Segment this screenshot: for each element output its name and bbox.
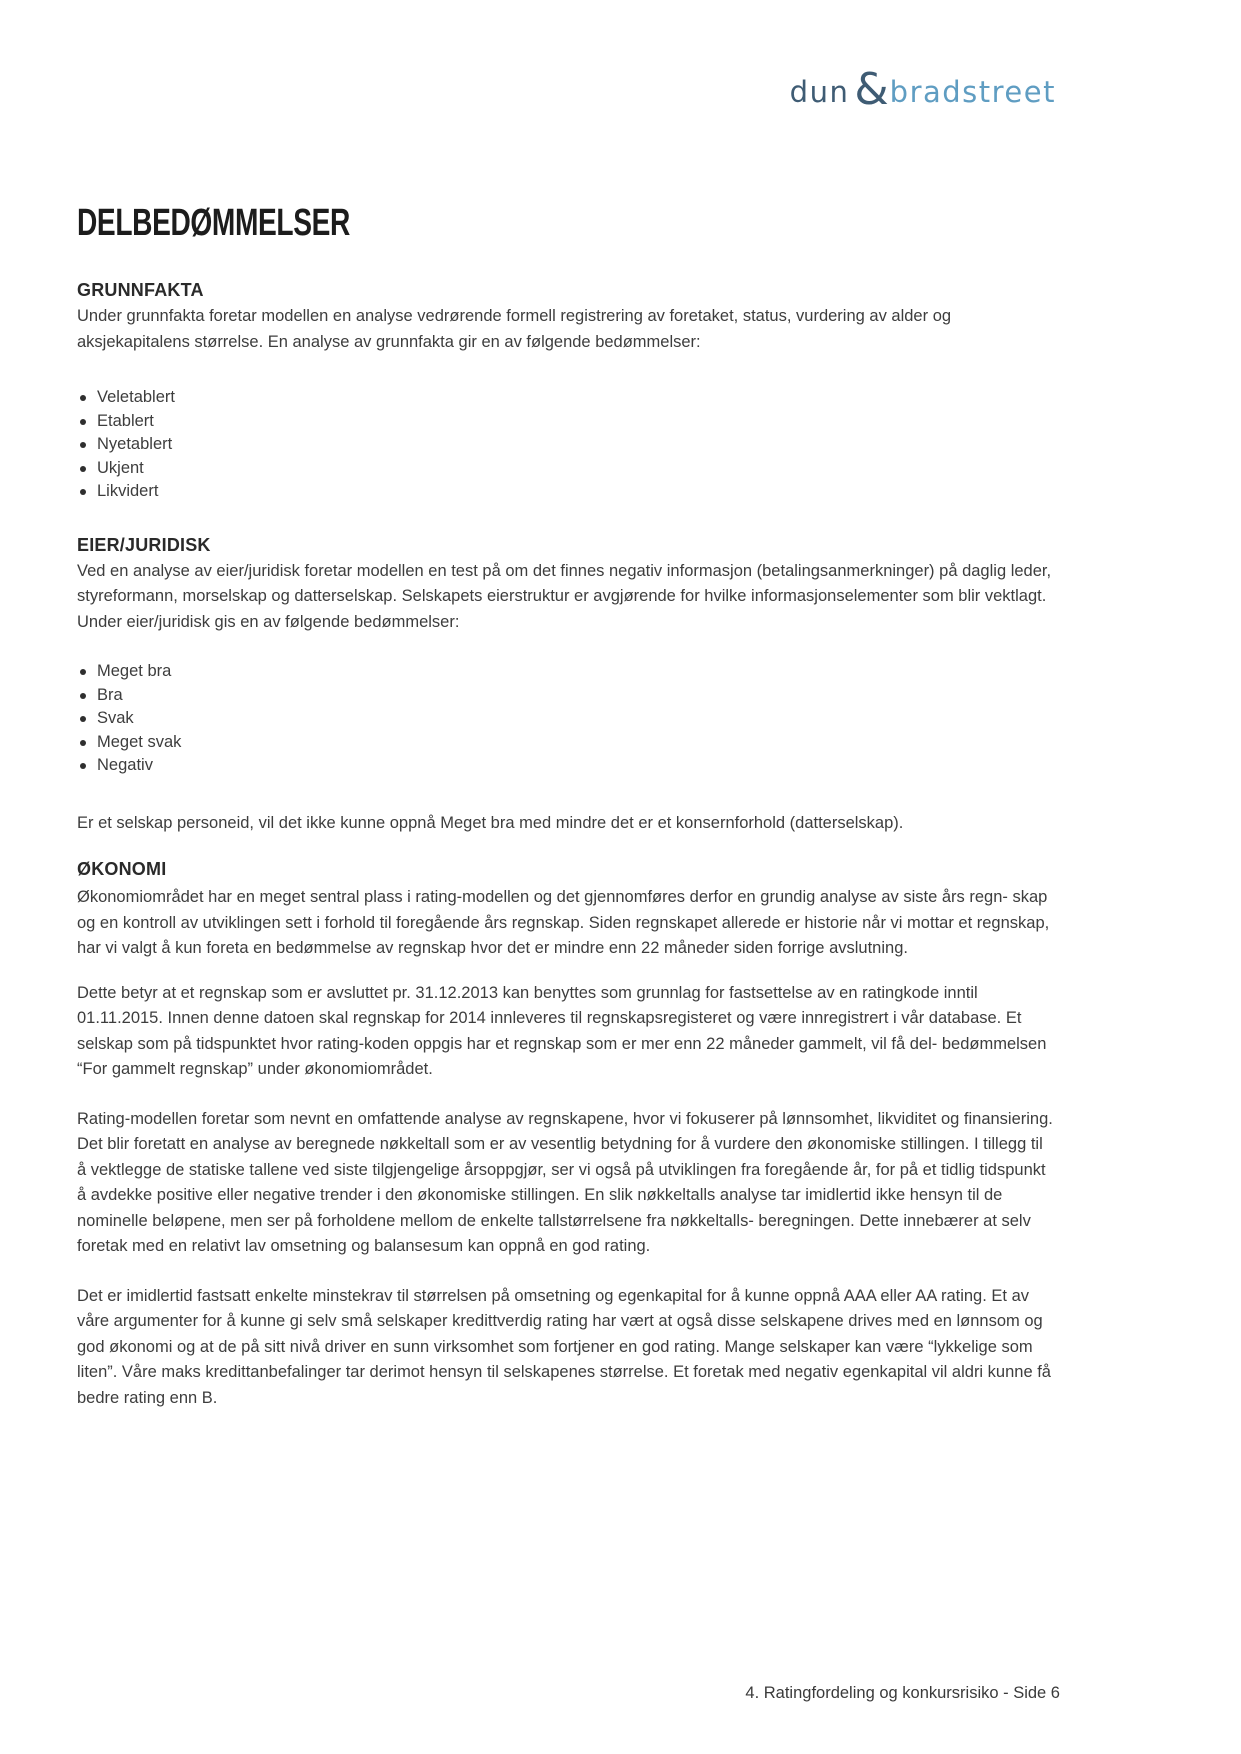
- bullet-icon: [80, 442, 86, 448]
- list-item-label: Nyetablert: [97, 435, 173, 453]
- bullet-icon: [80, 489, 86, 495]
- list-item: [77, 754, 1056, 778]
- eier-juridisk-note-paragraph: Er et selskap personeid, vil det ikke kunne oppnå Meget bra med mindre det er et konsernforhold (datterselskap).: [77, 813, 904, 832]
- page-title: DELBEDØMMELSER: [77, 202, 350, 244]
- bullet-icon: [80, 740, 86, 746]
- list-item: [77, 660, 1056, 684]
- okonomi-paragraph-3: Rating-modellen foretar som nevnt en omfattende analyse av regnskapene, hvor vi fokuserer på lønnsomhet, likviditet og finansiering. Det blir foretatt en analyse av beregnede nøkkeltall som er av vesentlig betydning for å vurdere den økonomiske stillingen. I tillegg til å vektlegge de statiske tallene ved siste tilgjengelige årsoppgjør, ser vi også på utviklingen fra foregående år, for på et tidlig tidspunkt å avdekke positive eller negative trender i den økonomiske stillingen. En slik nøkkeltalls analyse tar imidlertid ikke hensyn til de nominelle beløpene, men ser på forholdene mellom de enkelte tallstørrelsene fra nøkkeltalls- beregningen. Dette innebærer at selv foretak med en relativt lav omsetning og balansesum kan oppnå en god rating.: [77, 1109, 1053, 1255]
- list-item: [77, 410, 1056, 434]
- bullet-icon: [80, 419, 86, 425]
- okonomi-paragraph-1: Økonomiområdet har en meget sentral plass i rating-modellen og det gjennomføres derfor en grundig analyse av siste års regn- skap og en kontroll av utviklingen sett i forhold til foregående års regnskap. Siden regnskapet allerede er historie når vi mottar et regnskap, har vi valgt å kun foreta en bedømmelse av regnskap hvor det er mindre enn 22 måneder siden forrige avslutning.: [77, 888, 1050, 957]
- okonomi-paragraph-4: Det er imidlertid fastsatt enkelte minstekrav til størrelsen på omsetning og egenkapital for å kunne oppnå AAA eller AA rating. Et av våre argumenter for å kunne gi selv små selskaper kredittverdig rating har vært at også disse selskapene drives med en lønnsom og god økonomi og at de på sitt nivå driver en sunn virksomhet som fortjener en god rating. Mange selskaper kan være “lykkelige som liten”. Våre maks kredittanbefalinger tar derimot hensyn til selskapenes størrelse. Et foretak med negativ egenkapital vil aldri kunne få bedre rating enn B.: [77, 1286, 1051, 1407]
- eier-juridisk-bullet-list: [77, 660, 1056, 778]
- grunnfakta-bullet-list: [77, 386, 1056, 504]
- bullet-icon: [80, 466, 86, 472]
- bullet-icon: [80, 716, 86, 722]
- list-item-label: Bra: [97, 685, 123, 704]
- section-okonomi: [77, 858, 1056, 1411]
- list-item: [77, 731, 1056, 755]
- list-item: [77, 386, 1056, 410]
- list-item-label: Veletablert: [97, 388, 175, 406]
- bullet-icon: [80, 693, 86, 699]
- logo-text-dun: dun: [789, 75, 850, 109]
- bullet-icon: [80, 763, 86, 769]
- list-item-label: Svak: [97, 709, 134, 727]
- section-heading-grunnfakta: GRUNNFAKTA: [77, 280, 204, 300]
- list-item: [77, 684, 1056, 708]
- list-item-label: Ukjent: [97, 458, 144, 477]
- list-item: [77, 433, 1056, 457]
- bullet-icon: [80, 395, 86, 401]
- list-item-label: Likvidert: [97, 482, 159, 500]
- grunnfakta-intro-paragraph: Under grunnfakta foretar modellen en analyse vedrørende formell registrering av foretaket, status, vurdering av alder og aksjekapitalens størrelse. En analyse av grunnfakta gir en av følgende bedømmelser:: [77, 307, 952, 351]
- list-item-label: Etablert: [97, 411, 154, 430]
- section-grunnfakta: [77, 279, 1056, 504]
- okonomi-paragraph-2: Dette betyr at et regnskap som er avsluttet pr. 31.12.2013 kan benyttes som grunnlag for fastsettelse av en ratingkode inntil 01.11.2015. Innen denne datoen skal regnskap for 2014 innleveres til regnskapsregisteret og være innregistrert i vår database. Et selskap som på tidspunktet hvor rating-koden oppgis har et regnskap som er mer enn 22 måneder gammelt, vil få del- bedømmelsen “For gammelt regnskap” under økonomiområdet.: [77, 983, 1047, 1078]
- eier-juridisk-intro-paragraph: Ved en analyse av eier/juridisk foretar modellen en test på om det finnes negativ informasjon (betalingsanmerkninger) på daglig leder, styreformann, morselskap og datterselskap. Selskapets eierstruktur er avgjørende for hvilke informasjonselementer som blir vektlagt. Under eier/juridisk gis en av følgende bedømmelser:: [77, 561, 1052, 631]
- logo-text-bradstreet: bradstreet: [889, 75, 1056, 109]
- section-heading-eier-juridisk: EIER/JURIDISK: [77, 534, 211, 555]
- list-item: [77, 707, 1056, 731]
- list-item-label: Meget svak: [97, 732, 182, 751]
- document-content: [77, 0, 1056, 1411]
- list-item: [77, 480, 1056, 504]
- section-heading-okonomi: ØKONOMI: [77, 859, 167, 879]
- section-eier-juridisk: [77, 534, 1056, 837]
- bullet-icon: [80, 669, 86, 675]
- page-footer: 4. Ratingfordeling og konkursrisiko - Side 6: [745, 1684, 1060, 1702]
- list-item: [77, 457, 1056, 481]
- ampersand-icon: &: [854, 64, 889, 115]
- list-item-label: Meget bra: [97, 662, 172, 680]
- list-item-label: Negativ: [97, 756, 153, 774]
